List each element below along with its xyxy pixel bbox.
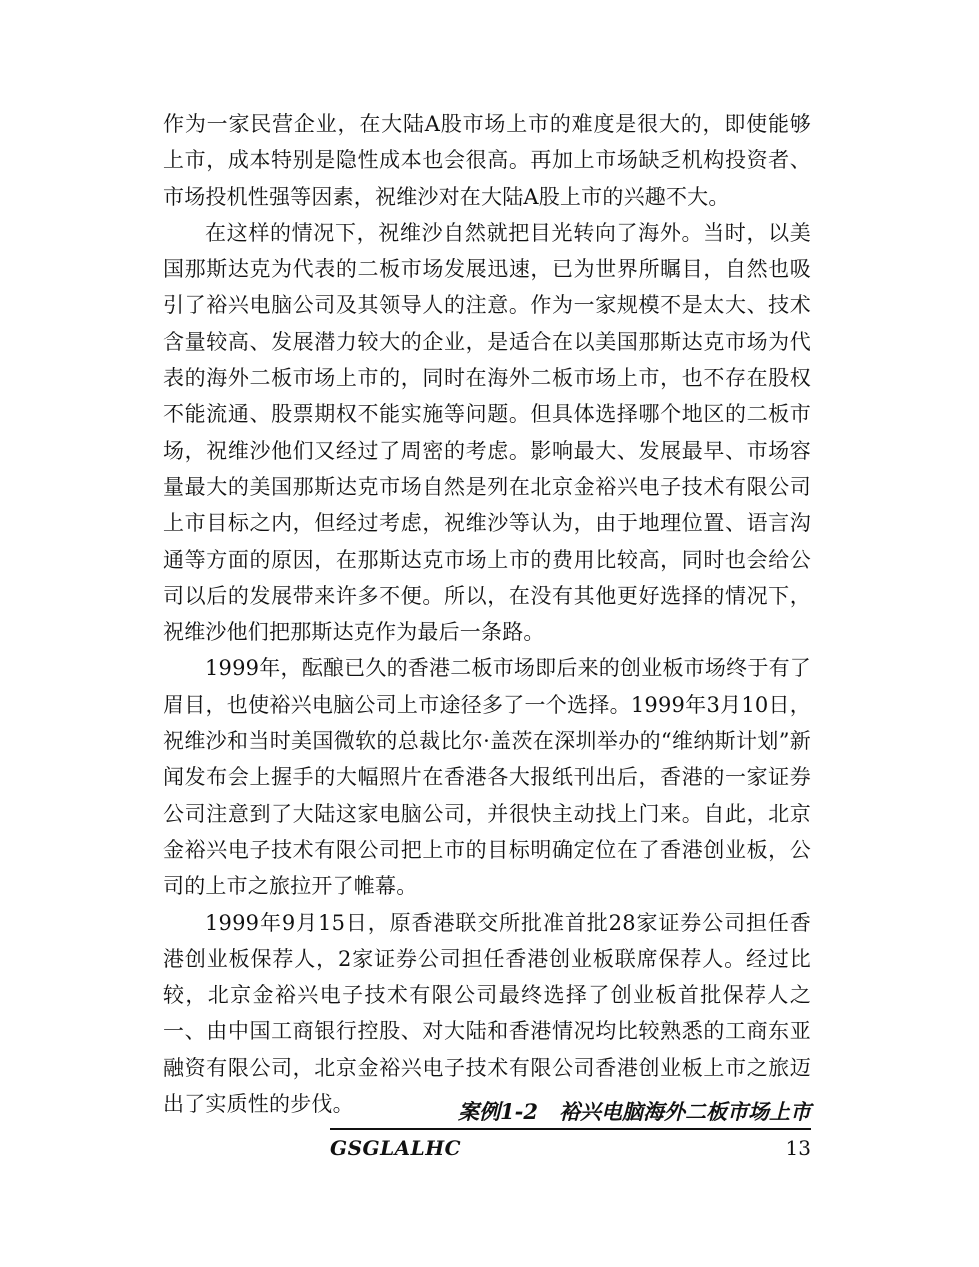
body-text	[163, 106, 811, 1122]
footer-logo-text: GSGLALHC	[330, 1136, 462, 1160]
paragraph-2: 在这样的情况下，祝维沙自然就把目光转向了海外。当时，以美国那斯达克为代表的二板市场发展迅速，已为世界所瞩目，自然也吸引了裕兴电脑公司及其领导人的注意。作为一家规模不是太大、技术含量较高、发展潜力较大的企业，是适合在以美国那斯达克市场为代表的海外二板市场上市的，同时在海外二板市场上市，也不存在股权不能流通、股票期权不能实施等问题。但具体选择哪个地区的二板市场，祝维沙他们又经过了周密的考虑。影响最大、发展最早、市场容量最大的美国那斯达克市场自然是列在北京金裕兴电子技术有限公司上市目标之内，但经过考虑，祝维沙等认为，由于地理位置、语言沟通等方面的原因，在那斯达克市场上市的费用比较高，同时也会给公司以后的发展带来许多不便。所以，在没有其他更好选择的情况下，祝维沙他们把那斯达克作为最后一条路。	[163, 220, 811, 645]
footer-divider	[330, 1128, 811, 1130]
paragraph-3: 1999年，酝酿已久的香港二板市场即后来的创业板市场终于有了眉目，也使裕兴电脑公司上市途径多了一个选择。1999年3月10日，祝维沙和当时美国微软的总裁比尔·盖茨在深圳举办的“维纳斯计划”新闻发布会上握手的大幅照片在香港各大报纸刊出后，香港的一家证券公司注意到了大陆这家电脑公司，并很快主动找上门来。自此，北京金裕兴电子技术有限公司把上市的目标明确定位在了香港创业板，公司的上市之旅拉开了帷幕。	[163, 656, 811, 899]
page-number: 13	[785, 1136, 811, 1160]
paragraph-4: 1999年9月15日，原香港联交所批准首批28家证券公司担任香港创业板保荐人，2家证券公司担任香港创业板联席保荐人。经过比较，北京金裕兴电子技术有限公司最终选择了创业板首批保荐人之一、由中国工商银行控股、对大陆和香港情况均比较熟悉的工商东亚融资有限公司，北京金裕兴电子技术有限公司香港创业板上市之旅迈出了实质性的步伐。	[163, 910, 811, 1117]
paragraph-1: 作为一家民营企业，在大陆A股市场上市的难度是很大的，即使能够上市，成本特别是隐性成本也会很高。再加上市场缺乏机构投资者、市场投机性强等因素，祝维沙对在大陆A股上市的兴趣不大。	[163, 112, 811, 209]
running-footer-title: 案例1-2 裕兴电脑海外二板市场上市	[458, 1099, 811, 1124]
